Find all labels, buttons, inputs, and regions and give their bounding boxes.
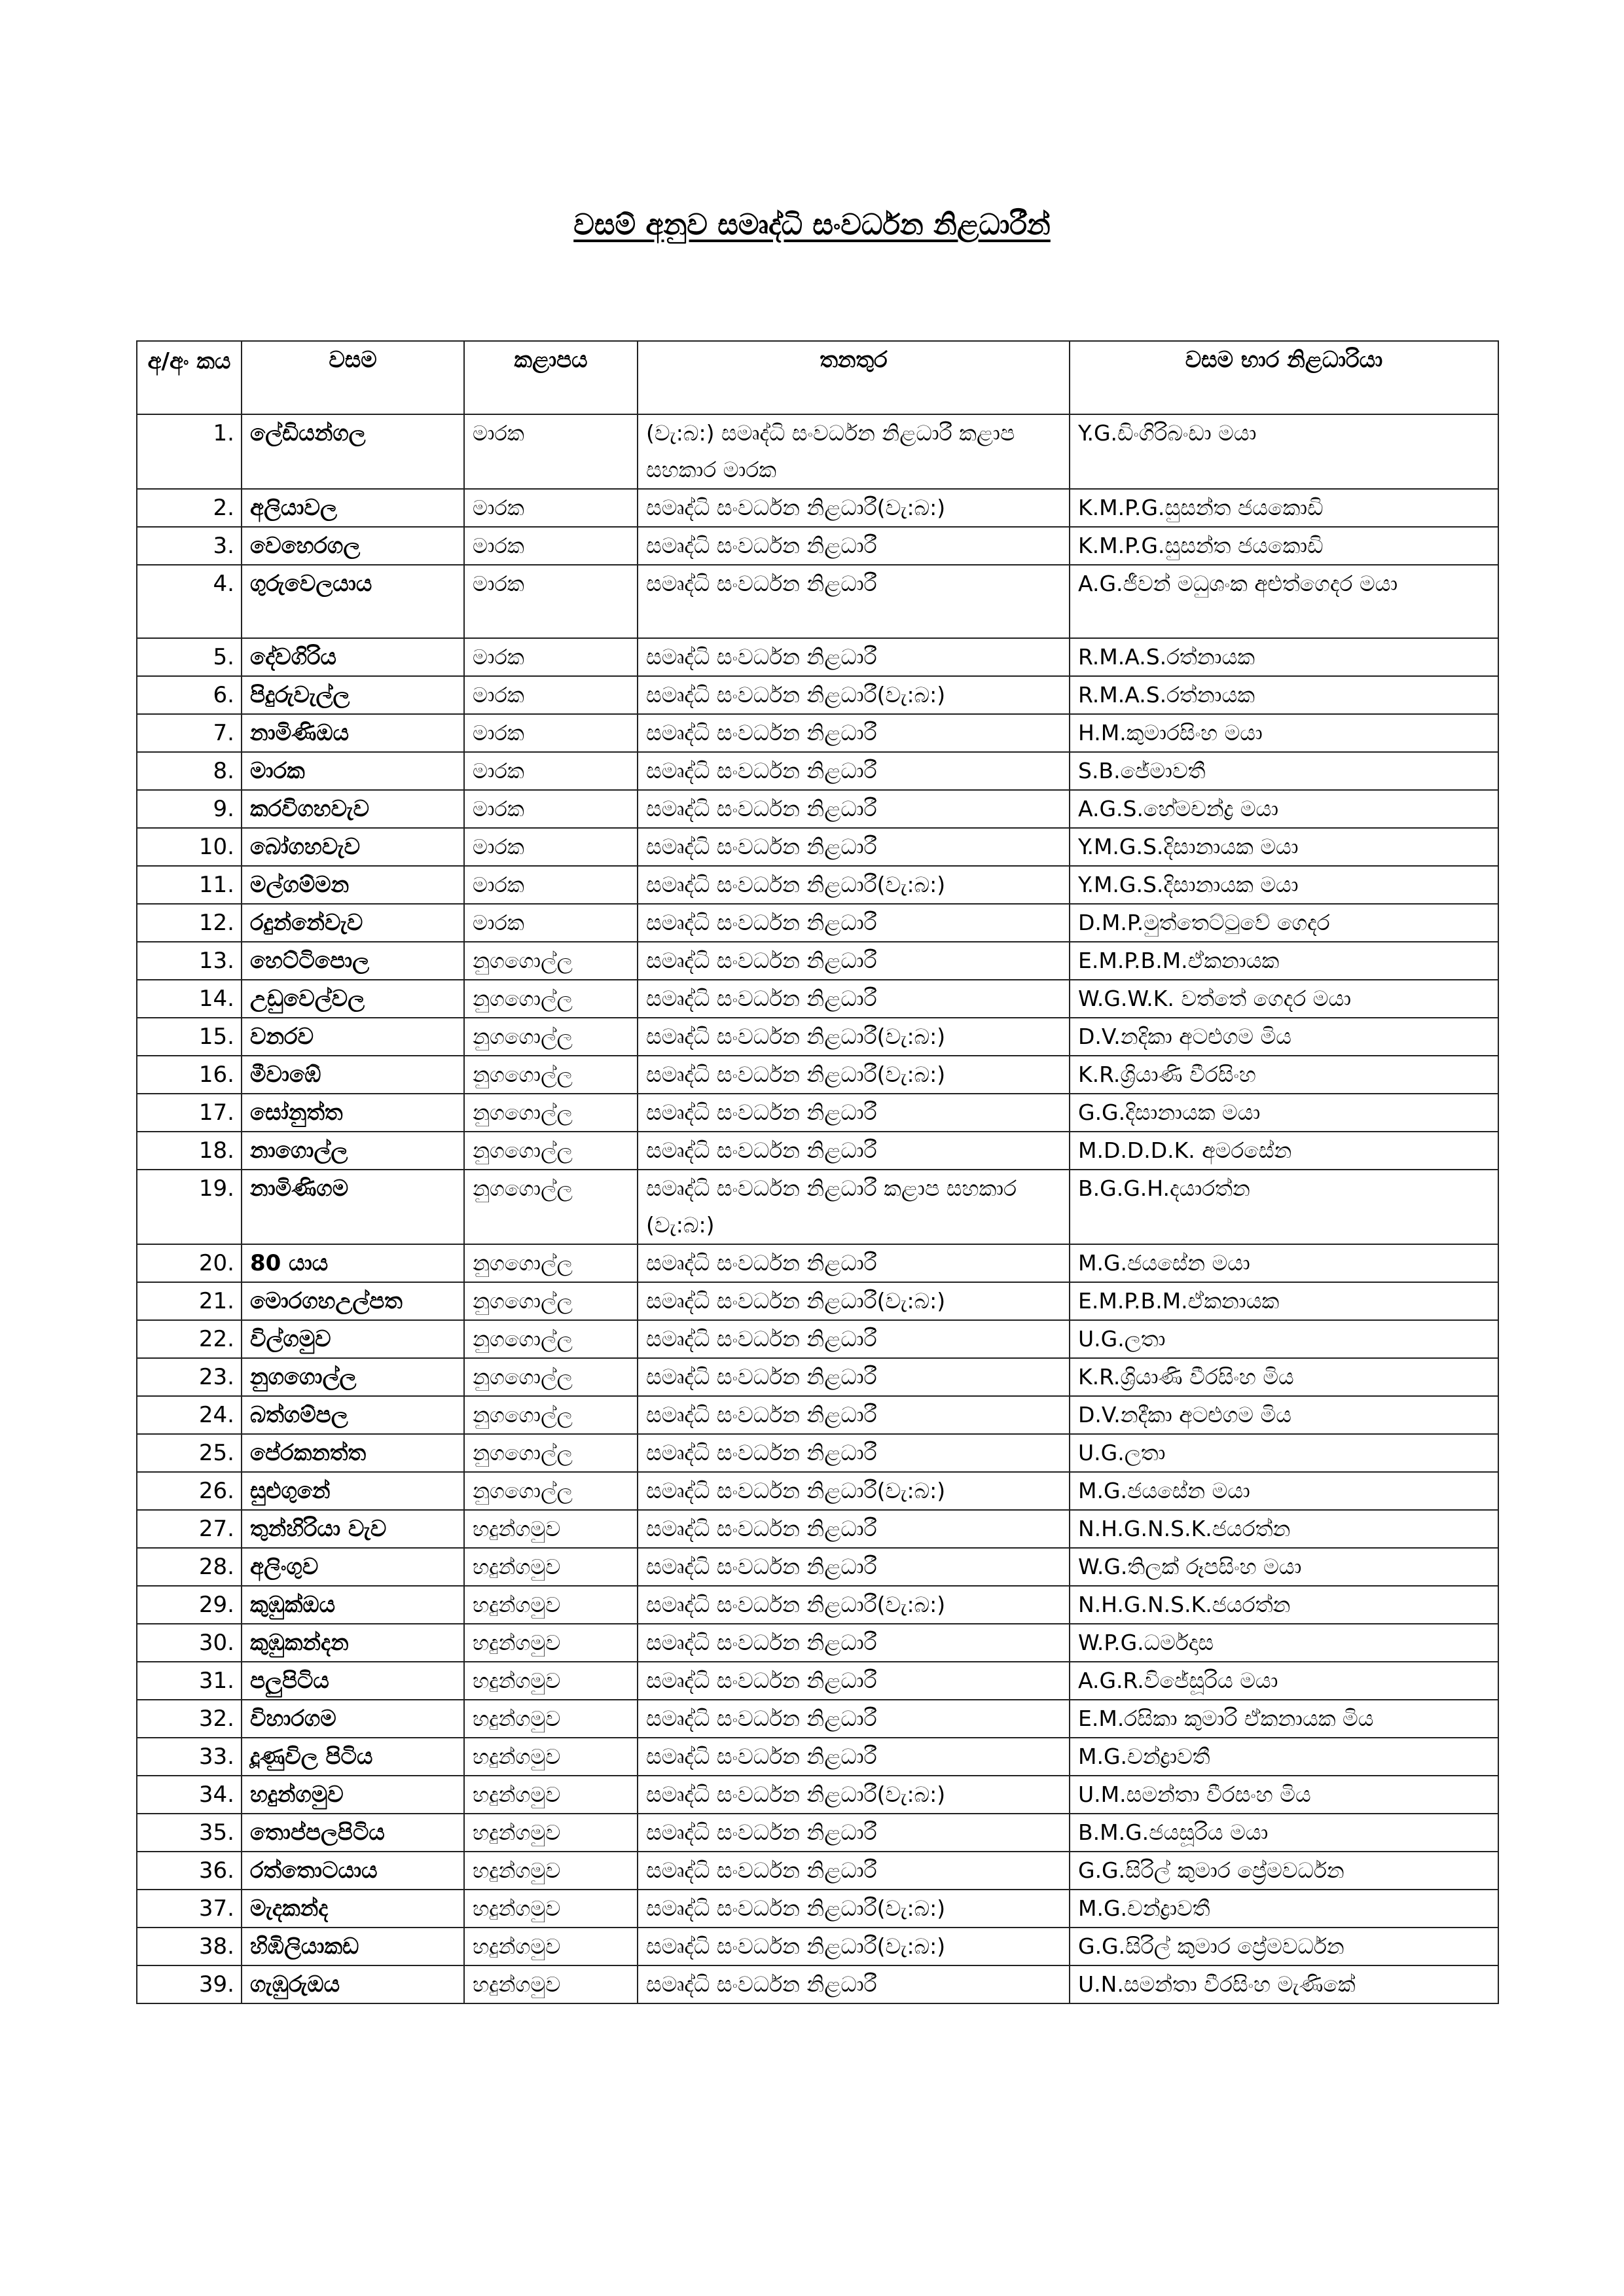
officer-cell: A.G.S.හේමචන්ද්‍ර මයා [1070, 790, 1498, 828]
table-row [137, 828, 1498, 866]
officer-cell: B.G.G.H.දයාරත්න [1070, 1170, 1498, 1244]
post-cell: සමෘද්ධි සංවර්ධන නිළධාරී [638, 1700, 1070, 1738]
header-zone: කළාපය [464, 341, 638, 414]
officer-cell: A.G.ජීවන් මධුශංක අළුත්ගෙදර මයා [1070, 565, 1498, 638]
serial-no-cell: 1. [137, 414, 242, 489]
serial-no-cell: 38. [137, 1928, 242, 1965]
domain-cell: ලේඩියන්ගල [242, 414, 464, 489]
serial-no-cell: 34. [137, 1776, 242, 1814]
domain-cell: උඩුවෙල්වල [242, 980, 464, 1018]
zone-cell: නුගගොල්ල [464, 1434, 638, 1472]
domain-cell: රත්තොටයාය [242, 1852, 464, 1890]
domain-cell: මල්ගම්මන [242, 866, 464, 904]
post-cell: සමෘද්ධි සංවර්ධන නිළධාරී [638, 752, 1070, 790]
officer-cell: Y.M.G.S.දිසානායක මයා [1070, 866, 1498, 904]
zone-cell: හදුන්ගමුව [464, 1586, 638, 1624]
zone-cell: නුගගොල්ල [464, 1396, 638, 1434]
table-row [137, 1320, 1498, 1358]
post-cell: සමෘද්ධි සංවර්ධන නිළධාරී [638, 980, 1070, 1018]
header-post: තනතුර [638, 341, 1070, 414]
serial-no-cell: 24. [137, 1396, 242, 1434]
table-row [137, 1472, 1498, 1510]
officer-cell: M.G.ජයසේන මයා [1070, 1244, 1498, 1282]
officer-cell: R.M.A.S.රත්නායක [1070, 638, 1498, 676]
zone-cell: හදුන්ගමුව [464, 1852, 638, 1890]
domain-cell: හෙට්ටිපොල [242, 942, 464, 980]
zone-cell: මාරක [464, 565, 638, 638]
officer-cell: K.R.ශ්‍රියාණි වීරසිංහ [1070, 1056, 1498, 1094]
table-row [137, 1624, 1498, 1662]
zone-cell: මාරක [464, 489, 638, 527]
domain-cell: මැදකන්ද [242, 1890, 464, 1928]
officer-cell: W.G.තිලක් රූපසිංහ මයා [1070, 1548, 1498, 1586]
domain-cell: 80 යාය [242, 1244, 464, 1282]
table-row [137, 942, 1498, 980]
zone-cell: මාරක [464, 904, 638, 942]
serial-no-cell: 23. [137, 1358, 242, 1396]
domain-cell: දේවගිරිය [242, 638, 464, 676]
table-row [137, 980, 1498, 1018]
serial-no-cell: 21. [137, 1282, 242, 1320]
officer-cell: U.G.ලතා [1070, 1320, 1498, 1358]
officer-cell: K.R.ශ්‍රියාණි වීරසිංහ මිය [1070, 1358, 1498, 1396]
post-cell: සමෘද්ධි සංවර්ධන නිළධාරී [638, 1662, 1070, 1700]
zone-cell: මාරක [464, 414, 638, 489]
officer-cell: G.G.සිරිල් කුමාර ප්‍රේමවර්ධන [1070, 1852, 1498, 1890]
serial-no-cell: 22. [137, 1320, 242, 1358]
domain-cell: ගුරුවෙලයාය [242, 565, 464, 638]
table-row [137, 904, 1498, 942]
zone-cell: මාරක [464, 866, 638, 904]
zone-cell: නුගගොල්ල [464, 1170, 638, 1244]
post-cell: සමෘද්ධි සංවර්ධන නිළධාරී(වැ:බ:) [638, 1282, 1070, 1320]
officer-cell: R.M.A.S.රත්නායක [1070, 676, 1498, 714]
officer-cell: E.M.රසිකා කුමාරි ඒකනායක මිය [1070, 1700, 1498, 1738]
serial-no-cell: 29. [137, 1586, 242, 1624]
zone-cell: නුගගොල්ල [464, 1094, 638, 1132]
post-cell: සමෘද්ධි සංවර්ධන නිළධාරී(වැ:බ:) [638, 1928, 1070, 1965]
post-cell: සමෘද්ධි සංවර්ධන නිළධාරී [638, 565, 1070, 638]
officer-cell: U.G.ලතා [1070, 1434, 1498, 1472]
table-body [137, 414, 1498, 2003]
domain-cell: තොප්පලපිටිය [242, 1814, 464, 1852]
zone-cell: මාරක [464, 714, 638, 752]
zone-cell: මාරක [464, 828, 638, 866]
officer-cell: S.B.ජේමාවතී [1070, 752, 1498, 790]
serial-no-cell: 7. [137, 714, 242, 752]
officer-cell: U.N.සමන්තා වීරසිංහ මැණිකේ [1070, 1965, 1498, 2003]
serial-no-cell: 6. [137, 676, 242, 714]
post-cell: සමෘද්ධි සංවර්ධන නිළධාරී [638, 1094, 1070, 1132]
table-row [137, 1890, 1498, 1928]
officer-cell: K.M.P.G.සුසන්ත ජයකොඩි [1070, 489, 1498, 527]
domain-cell: විහාරගම [242, 1700, 464, 1738]
domain-cell: වෙහෙරගල [242, 527, 464, 565]
domain-cell: අලිංගුව [242, 1548, 464, 1586]
table-row [137, 1586, 1498, 1624]
table-row [137, 1965, 1498, 2003]
zone-cell: හදුන්ගමුව [464, 1965, 638, 2003]
page-title [0, 208, 1624, 242]
domain-cell: නාමිණිඔය [242, 714, 464, 752]
domain-cell: නාගොල්ල [242, 1132, 464, 1170]
table-row [137, 1510, 1498, 1548]
officer-cell: W.P.G.ධර්මදාස [1070, 1624, 1498, 1662]
officer-cell: M.G.චන්ද්‍රාවතී [1070, 1738, 1498, 1776]
officer-cell: G.G.සිරිල් කුමාර ප්‍රේමවර්ධන [1070, 1928, 1498, 1965]
zone-cell: මාරක [464, 676, 638, 714]
post-cell: (වැ:බ:) සමෘද්ධි සංවර්ධන නිළධාරී කළාප සහකාර මාරක [638, 414, 1070, 489]
table-row [137, 866, 1498, 904]
officer-cell: E.M.P.B.M.ඒකනායක [1070, 942, 1498, 980]
table-row [137, 1852, 1498, 1890]
domain-cell: අලියාවල [242, 489, 464, 527]
zone-cell: මාරක [464, 752, 638, 790]
domain-cell: පලුපිටිය [242, 1662, 464, 1700]
post-cell: සමෘද්ධි සංවර්ධන නිළධාරී [638, 1396, 1070, 1434]
domain-cell: හදුන්ගමුව [242, 1776, 464, 1814]
domain-cell: මීවාඹේ [242, 1056, 464, 1094]
post-cell: සමෘද්ධි සංවර්ධන නිළධාරී(වැ:බ:) [638, 1586, 1070, 1624]
table-row [137, 676, 1498, 714]
table-row [137, 714, 1498, 752]
officer-cell: Y.M.G.S.දිසානායක මයා [1070, 828, 1498, 866]
table-row [137, 1358, 1498, 1396]
domain-cell: පිදුරුවැල්ල [242, 676, 464, 714]
domain-cell: වනරව [242, 1018, 464, 1056]
zone-cell: නුගගොල්ල [464, 1282, 638, 1320]
serial-no-cell: 10. [137, 828, 242, 866]
table-row [137, 1928, 1498, 1965]
officer-cell: M.D.D.D.K. අමරසේන [1070, 1132, 1498, 1170]
serial-no-cell: 18. [137, 1132, 242, 1170]
post-cell: සමෘද්ධි සංවර්ධන නිළධාරී [638, 790, 1070, 828]
post-cell: සමෘද්ධි සංවර්ධන නිළධාරී [638, 638, 1070, 676]
domain-cell: තුන්හිරියා වැව [242, 1510, 464, 1548]
serial-no-cell: 30. [137, 1624, 242, 1662]
zone-cell: මාරක [464, 527, 638, 565]
serial-no-cell: 27. [137, 1510, 242, 1548]
serial-no-cell: 15. [137, 1018, 242, 1056]
post-cell: සමෘද්ධි සංවර්ධන නිළධාරී [638, 1244, 1070, 1282]
zone-cell: හදුන්ගමුව [464, 1776, 638, 1814]
zone-cell: නුගගොල්ල [464, 1358, 638, 1396]
post-cell: සමෘද්ධි සංවර්ධන නිළධාරී [638, 1624, 1070, 1662]
serial-no-cell: 31. [137, 1662, 242, 1700]
officer-cell: N.H.G.N.S.K.ජයරත්න [1070, 1586, 1498, 1624]
page-title-text: වසම් අනුව සමෘද්ධි සංවර්ධන නිළධාරීන් [573, 208, 1051, 242]
zone-cell: නුගගොල්ල [464, 980, 638, 1018]
zone-cell: හදුන්ගමුව [464, 1890, 638, 1928]
table-row [137, 527, 1498, 565]
post-cell: සමෘද්ධි සංවර්ධන නිළධාරී කළාප සහකාර (වැ:බ:) [638, 1170, 1070, 1244]
zone-cell: නුගගොල්ල [464, 1472, 638, 1510]
domain-cell: මාරක [242, 752, 464, 790]
zone-cell: හදුන්ගමුව [464, 1548, 638, 1586]
serial-no-cell: 8. [137, 752, 242, 790]
zone-cell: හදුන්ගමුව [464, 1624, 638, 1662]
zone-cell: මාරක [464, 790, 638, 828]
serial-no-cell: 35. [137, 1814, 242, 1852]
post-cell: සමෘද්ධි සංවර්ධන නිළධාරී [638, 1814, 1070, 1852]
zone-cell: මාරක [464, 638, 638, 676]
serial-no-cell: 12. [137, 904, 242, 942]
officer-cell: D.V.නදීකා අටළුගම මිය [1070, 1396, 1498, 1434]
serial-no-cell: 20. [137, 1244, 242, 1282]
table-row [137, 1700, 1498, 1738]
post-cell: සමෘද්ධි සංවර්ධන නිළධාරී [638, 1132, 1070, 1170]
serial-no-cell: 4. [137, 565, 242, 638]
post-cell: සමෘද්ධි සංවර්ධන නිළධාරී(වැ:බ:) [638, 1472, 1070, 1510]
header-officer: වසම භාර නිළධාරියා [1070, 341, 1498, 414]
domain-cell: නාමිණිගම [242, 1170, 464, 1244]
domain-cell: පේරකනත්ත [242, 1434, 464, 1472]
post-cell: සමෘද්ධි සංවර්ධන නිළධාරී [638, 1738, 1070, 1776]
domain-cell: දූණුවිල පිටිය [242, 1738, 464, 1776]
officer-cell: D.M.P.මුත්තෙට්ටුවේ ගෙදර [1070, 904, 1498, 942]
serial-no-cell: 26. [137, 1472, 242, 1510]
post-cell: සමෘද්ධි සංවර්ධන නිළධාරී(වැ:බ:) [638, 1056, 1070, 1094]
zone-cell: නුගගොල්ල [464, 942, 638, 980]
table-row [137, 1776, 1498, 1814]
domain-cell: සෝනුත්ත [242, 1094, 464, 1132]
post-cell: සමෘද්ධි සංවර්ධන නිළධාරී(වැ:බ:) [638, 489, 1070, 527]
officer-cell: M.G.ජයසේන මයා [1070, 1472, 1498, 1510]
zone-cell: හදුන්ගමුව [464, 1510, 638, 1548]
table-row [137, 1018, 1498, 1056]
post-cell: සමෘද්ධි සංවර්ධන නිළධාරී [638, 1852, 1070, 1890]
post-cell: සමෘද්ධි සංවර්ධන නිළධාරී(වැ:බ:) [638, 1890, 1070, 1928]
table-row [137, 790, 1498, 828]
domain-cell: රදුන්නේවැව [242, 904, 464, 942]
post-cell: සමෘද්ධි සංවර්ධන නිළධාරී [638, 1548, 1070, 1586]
table-row [137, 1056, 1498, 1094]
post-cell: සමෘද්ධි සංවර්ධන නිළධාරී [638, 828, 1070, 866]
zone-cell: හදුන්ගමුව [464, 1662, 638, 1700]
table-row [137, 1244, 1498, 1282]
serial-no-cell: 17. [137, 1094, 242, 1132]
table-row [137, 752, 1498, 790]
post-cell: සමෘද්ධි සංවර්ධන නිළධාරී [638, 1434, 1070, 1472]
header-serial-no: අ/අං කය [137, 341, 242, 414]
table-row [137, 1282, 1498, 1320]
zone-cell: හදුන්ගමුව [464, 1738, 638, 1776]
table-row [137, 1170, 1498, 1244]
zone-cell: නුගගොල්ල [464, 1056, 638, 1094]
post-cell: සමෘද්ධි සංවර්ධන නිළධාරී [638, 714, 1070, 752]
zone-cell: හදුන්ගමුව [464, 1814, 638, 1852]
domain-cell: කරවිගහවැව [242, 790, 464, 828]
table-row [137, 414, 1498, 489]
serial-no-cell: 11. [137, 866, 242, 904]
serial-no-cell: 32. [137, 1700, 242, 1738]
table-row [137, 565, 1498, 638]
zone-cell: හදුන්ගමුව [464, 1700, 638, 1738]
serial-no-cell: 3. [137, 527, 242, 565]
zone-cell: නුගගොල්ල [464, 1244, 638, 1282]
serial-no-cell: 14. [137, 980, 242, 1018]
serial-no-cell: 25. [137, 1434, 242, 1472]
domain-cell: විල්ගමුව [242, 1320, 464, 1358]
domain-cell: බෝගහවැව [242, 828, 464, 866]
domain-cell: ගැඹුරුඔය [242, 1965, 464, 2003]
serial-no-cell: 39. [137, 1965, 242, 2003]
header-domain: වසම [242, 341, 464, 414]
officers-table [136, 340, 1499, 2004]
officer-cell: Y.G.ඩිංගිරිබංඩා මයා [1070, 414, 1498, 489]
post-cell: සමෘද්ධි සංවර්ධන නිළධාරී(වැ:බ:) [638, 1776, 1070, 1814]
officer-cell: E.M.P.B.M.ඒකනායක [1070, 1282, 1498, 1320]
domain-cell: කුඹුක්ඔය [242, 1586, 464, 1624]
post-cell: සමෘද්ධි සංවර්ධන නිළධාරී [638, 1358, 1070, 1396]
serial-no-cell: 19. [137, 1170, 242, 1244]
domain-cell: සුළුගුනේ [242, 1472, 464, 1510]
zone-cell: නුගගොල්ල [464, 1132, 638, 1170]
table-row [137, 1094, 1498, 1132]
table-row [137, 489, 1498, 527]
table-row [137, 1132, 1498, 1170]
officer-cell: N.H.G.N.S.K.ජයරත්න [1070, 1510, 1498, 1548]
table-row [137, 1814, 1498, 1852]
table-row [137, 1662, 1498, 1700]
post-cell: සමෘද්ධි සංවර්ධන නිළධාරී(වැ:බ:) [638, 676, 1070, 714]
zone-cell: නුගගොල්ල [464, 1320, 638, 1358]
post-cell: සමෘද්ධි සංවර්ධන නිළධාරී [638, 904, 1070, 942]
table-row [137, 638, 1498, 676]
officer-cell: G.G.දිසානායක මයා [1070, 1094, 1498, 1132]
domain-cell: නුගගොල්ල [242, 1358, 464, 1396]
table-row [137, 1434, 1498, 1472]
zone-cell: හදුන්ගමුව [464, 1928, 638, 1965]
officer-cell: H.M.කුමාරසිංහ මයා [1070, 714, 1498, 752]
serial-no-cell: 13. [137, 942, 242, 980]
post-cell: සමෘද්ධි සංවර්ධන නිළධාරී [638, 1510, 1070, 1548]
officer-cell: A.G.R.විජේසූරිය මයා [1070, 1662, 1498, 1700]
officer-cell: D.V.නදිකා අටළුගම මිය [1070, 1018, 1498, 1056]
domain-cell: මොරගහඋල්පත [242, 1282, 464, 1320]
officer-cell: K.M.P.G.සුසන්ත ජයකොඩි [1070, 527, 1498, 565]
table-header-row [137, 341, 1498, 414]
officer-cell: B.M.G.ජයසූරිය මයා [1070, 1814, 1498, 1852]
serial-no-cell: 36. [137, 1852, 242, 1890]
table-row [137, 1738, 1498, 1776]
serial-no-cell: 28. [137, 1548, 242, 1586]
post-cell: සමෘද්ධි සංවර්ධන නිළධාරී [638, 527, 1070, 565]
post-cell: සමෘද්ධි සංවර්ධන නිළධාරී(වැ:බ:) [638, 866, 1070, 904]
zone-cell: නුගගොල්ල [464, 1018, 638, 1056]
serial-no-cell: 9. [137, 790, 242, 828]
serial-no-cell: 5. [137, 638, 242, 676]
domain-cell: හිඹිලියාකඩ [242, 1928, 464, 1965]
serial-no-cell: 2. [137, 489, 242, 527]
table-row [137, 1396, 1498, 1434]
serial-no-cell: 16. [137, 1056, 242, 1094]
officer-cell: W.G.W.K. වත්තේ ගෙදර මයා [1070, 980, 1498, 1018]
serial-no-cell: 33. [137, 1738, 242, 1776]
post-cell: සමෘද්ධි සංවර්ධන නිළධාරී [638, 1320, 1070, 1358]
officer-cell: M.G.චන්ද්‍රාවතී [1070, 1890, 1498, 1928]
post-cell: සමෘද්ධි සංවර්ධන නිළධාරී(වැ:බ:) [638, 1018, 1070, 1056]
post-cell: සමෘද්ධි සංවර්ධන නිළධාරී [638, 1965, 1070, 2003]
post-cell: සමෘද්ධි සංවර්ධන නිළධාරී [638, 942, 1070, 980]
domain-cell: බත්ගම්පල [242, 1396, 464, 1434]
table-row [137, 1548, 1498, 1586]
serial-no-cell: 37. [137, 1890, 242, 1928]
officer-cell: U.M.සමන්තා වීරසංහ මිය [1070, 1776, 1498, 1814]
domain-cell: කුඹුකන්දන [242, 1624, 464, 1662]
